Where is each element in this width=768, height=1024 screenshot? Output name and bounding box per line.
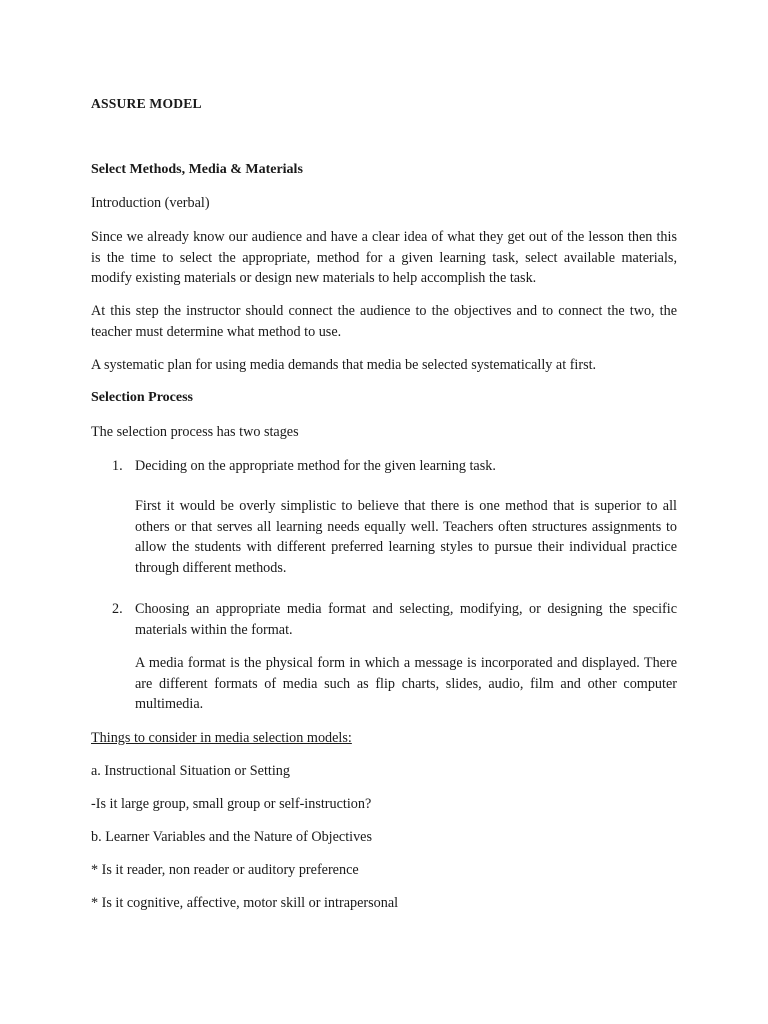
selection-intro: The selection process has two stages: [91, 424, 299, 440]
consideration-item: -Is it large group, small group or self-instruction?: [91, 796, 372, 812]
consideration-item: * Is it cognitive, affective, motor skill or intrapersonal: [91, 895, 399, 911]
selection-process-heading: Selection Process: [91, 390, 193, 405]
stage-2-title: Choosing an appropriate media format and selecting, modifying, or designing the specific materials within the format.: [135, 601, 677, 638]
intro-label: Introduction (verbal): [91, 195, 210, 211]
stage-2-detail: A media format is the physical form in which a message is incorporated and displayed. There are different formats of media such as flip charts, slides, audio, film and other computer multimedia.: [135, 655, 677, 713]
list-number: 2.: [112, 601, 123, 617]
consideration-item: b. Learner Variables and the Nature of Objectives: [91, 829, 373, 845]
document-title: ASSURE MODEL: [91, 96, 202, 111]
stage-1-title: Deciding on the appropriate method for the given learning task.: [135, 458, 496, 474]
list-number: 1.: [112, 458, 123, 474]
considerations-heading: Things to consider in media selection models:: [91, 730, 352, 746]
consideration-item: a. Instructional Situation or Setting: [91, 763, 290, 779]
intro-paragraph-3: A systematic plan for using media demands that media be selected systematically at first.: [91, 357, 597, 373]
intro-paragraph-2: At this step the instructor should connect the audience to the objectives and to connect the two, the teacher must determine what method to use.: [91, 303, 677, 340]
section-heading: Select Methods, Media & Materials: [91, 162, 303, 177]
consideration-item: * Is it reader, non reader or auditory preference: [91, 862, 359, 878]
stage-1-detail: First it would be overly simplistic to believe that there is one method that is superior to all others or that serves all learning needs equally well. Teachers often structures assignments to allow the students with different preferred learning styles to pursue their individual practice through different methods.: [135, 498, 677, 576]
intro-paragraph-1: Since we already know our audience and have a clear idea of what they get out of the lesson then this is the time to select the appropriate, method for a given learning task, select available materials, modify existing materials or design new materials to help accomplish the task.: [91, 229, 677, 287]
